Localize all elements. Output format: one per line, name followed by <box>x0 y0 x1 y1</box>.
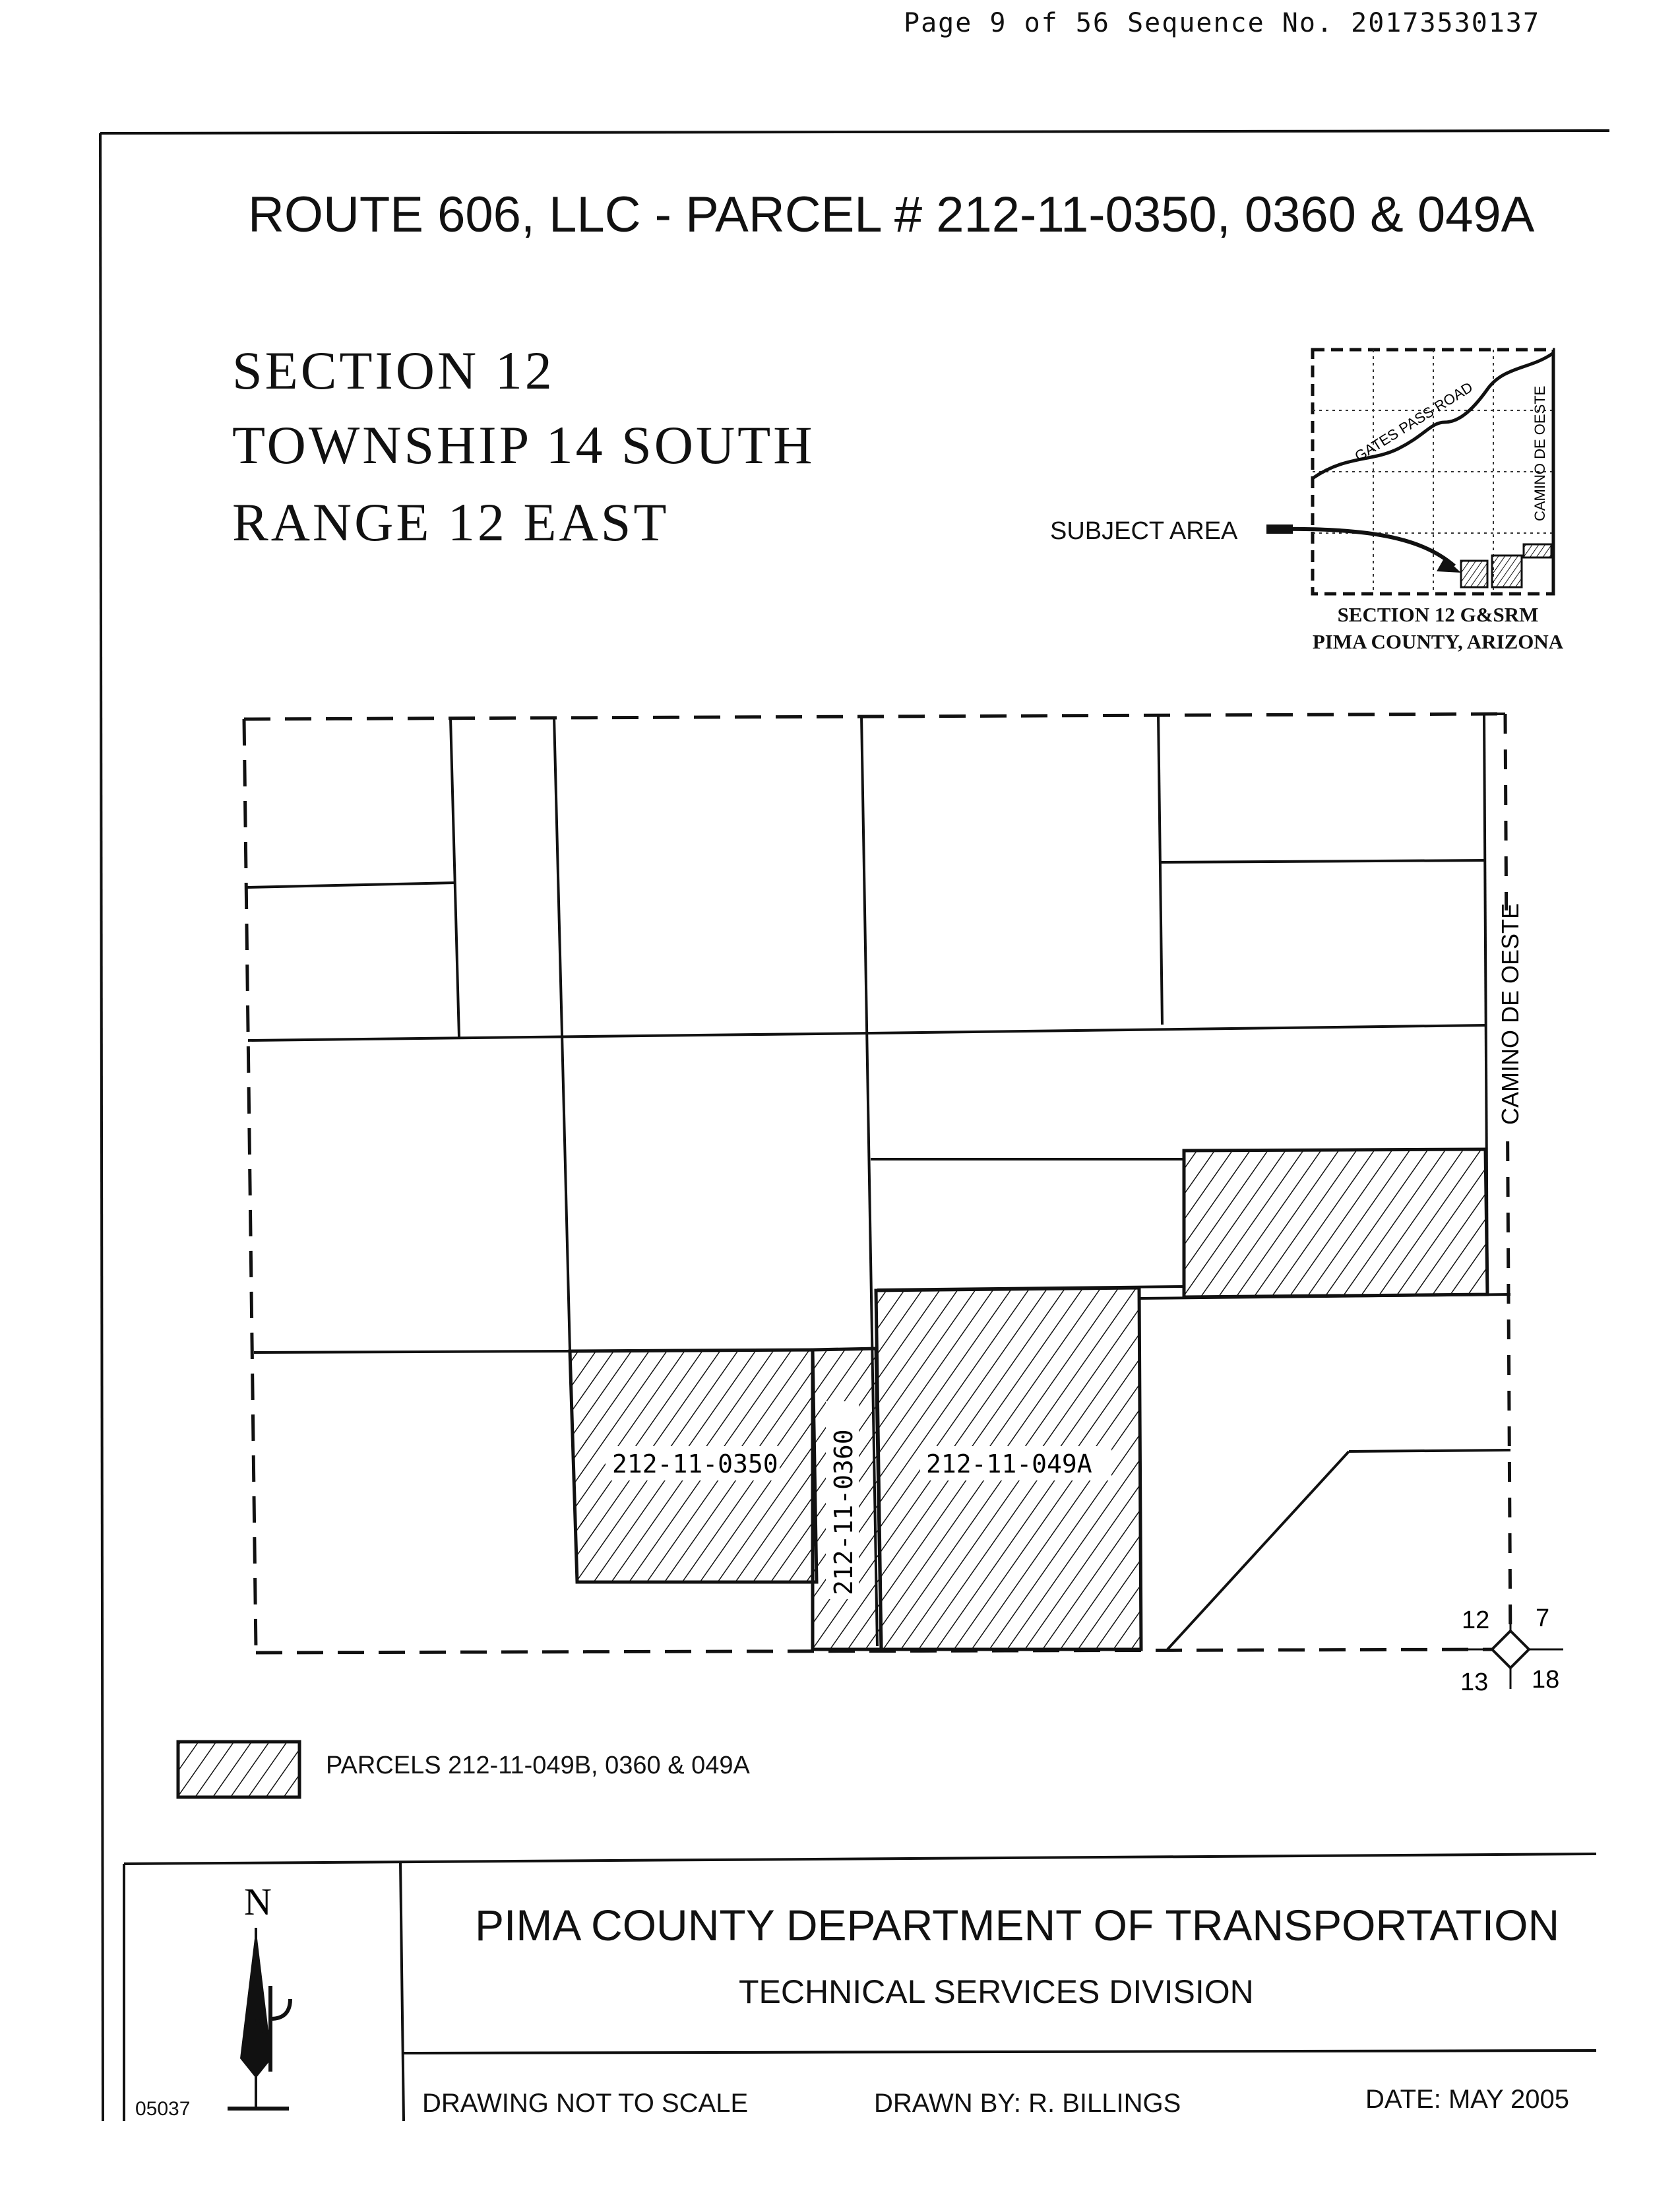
legend-label: PARCELS 212-11-049B, 0360 & 049A <box>326 1752 750 1779</box>
subject-area-label: SUBJECT AREA <box>1050 517 1238 545</box>
inset-subject-parcel <box>1492 556 1522 587</box>
drawing-date: DATE: MAY 2005 <box>1365 2085 1570 2114</box>
frame-top <box>100 131 1609 133</box>
section-line: SECTION 12 <box>232 340 555 400</box>
inset-locator-map <box>1313 350 1553 594</box>
subject-area-arrow-tail <box>1266 524 1293 534</box>
drawing-number: 05037 <box>135 2098 191 2120</box>
inset-road-label-camino: CAMINO DE OESTE <box>1532 385 1548 521</box>
parcel-212-11-049B <box>1184 1149 1487 1297</box>
frame-left <box>100 133 103 2121</box>
parcel-label-0360: 212-11-0360 <box>829 1429 858 1595</box>
north-arrow-icon <box>228 1880 290 2109</box>
document-title: ROUTE 606, LLC - PARCEL # 212-11-0350, 0360 & 049A <box>248 187 1535 243</box>
section-corner-symbol <box>1492 1631 1529 1668</box>
header-sequence-line: Page 9 of 56 Sequence No. 20173530137 <box>904 8 1541 38</box>
township-line: TOWNSHIP 14 SOUTH <box>232 415 815 475</box>
parcel-label-0350: 212-11-0350 <box>612 1449 778 1478</box>
street-label-camino: CAMINO DE OESTE <box>1497 903 1524 1125</box>
scale-note: DRAWING NOT TO SCALE <box>422 2089 749 2118</box>
inset-subject-parcel <box>1461 561 1487 587</box>
section-map <box>244 714 1563 1696</box>
range-line: RANGE 12 EAST <box>232 492 669 552</box>
subject-area-arrow <box>1266 529 1454 566</box>
legend-swatch <box>178 1742 299 1797</box>
drawn-by: DRAWN BY: R. BILLINGS <box>874 2089 1181 2118</box>
division-name: TECHNICAL SERVICES DIVISION <box>739 1973 1254 2010</box>
agency-name: PIMA COUNTY DEPARTMENT OF TRANSPORTATION <box>475 1901 1560 1950</box>
parcel-label-049A: 212-11-049A <box>926 1449 1092 1478</box>
inset-road-label-gates: GATES PASS ROAD <box>1352 378 1476 465</box>
title-block-divider <box>400 1862 404 2121</box>
corner-label-12: 12 <box>1462 1606 1490 1634</box>
title-block-footer-line <box>404 2050 1596 2053</box>
corner-label-7: 7 <box>1536 1605 1550 1632</box>
svg-text:N: N <box>244 1880 272 1923</box>
inset-caption-line2: PIMA COUNTY, ARIZONA <box>1312 630 1564 653</box>
corner-label-13: 13 <box>1460 1669 1489 1696</box>
inset-caption-line1: SECTION 12 G&SRM <box>1337 603 1539 626</box>
corner-label-18: 18 <box>1532 1666 1560 1694</box>
title-block-top <box>124 1854 1596 1864</box>
inset-subject-parcel <box>1524 544 1551 557</box>
